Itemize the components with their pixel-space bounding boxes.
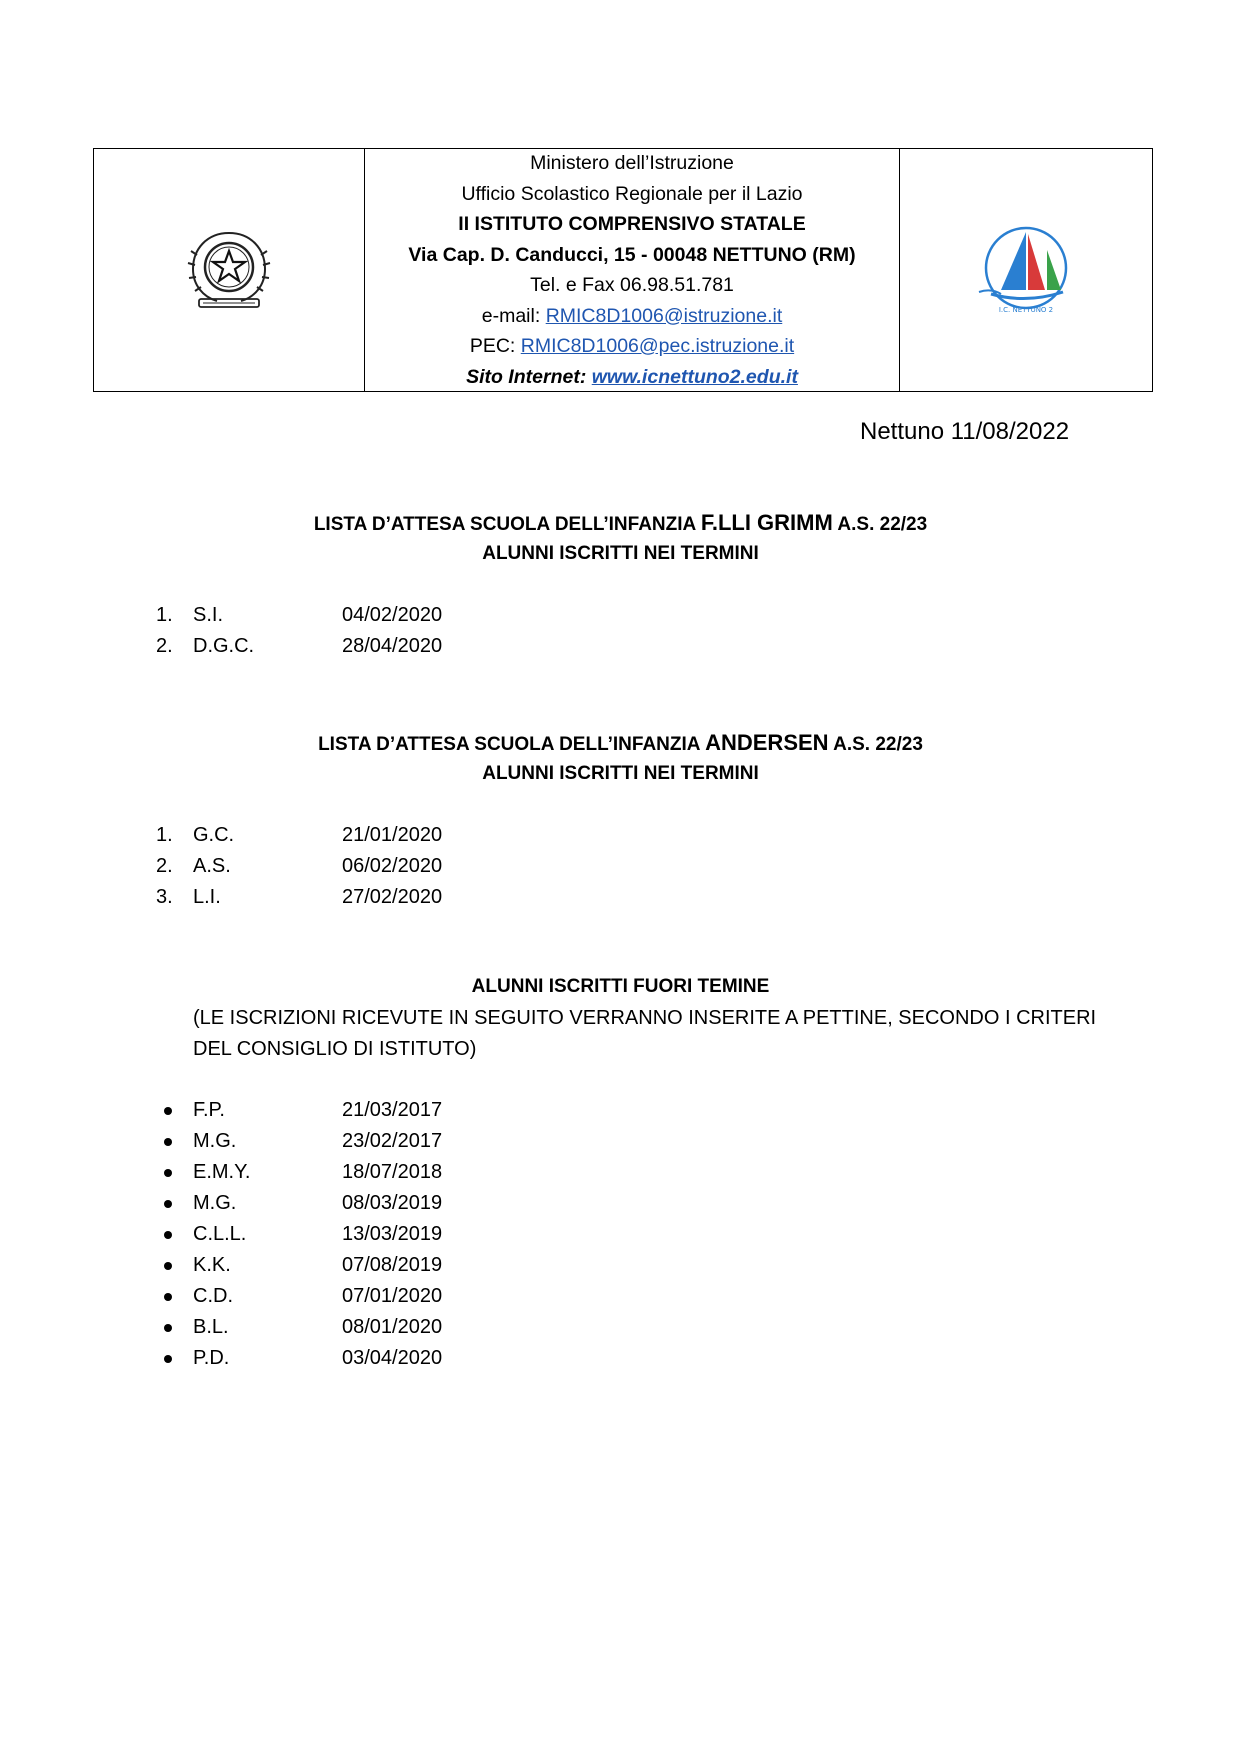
student-date: 06/02/2020 [342, 855, 443, 877]
institute-name: II ISTITUTO COMPRENSIVO STATALE [458, 213, 806, 235]
student-date: 08/01/2020 [342, 1316, 443, 1338]
student-date: 18/07/2018 [342, 1161, 443, 1183]
section2-school: ANDERSEN [705, 730, 829, 755]
student-initials: G.C. [193, 824, 235, 846]
student-initials: B.L. [193, 1316, 229, 1338]
phone-line: Tel. e Fax 06.98.51.781 [530, 274, 734, 296]
list-number: 1. [156, 604, 173, 626]
list-number: 2. [156, 635, 173, 657]
school-logo-cell [900, 149, 1152, 391]
section1-subtitle: ALUNNI ISCRITTI NEI TERMINI [482, 543, 759, 564]
section3-note: (LE ISCRIZIONI RICEVUTE IN SEGUITO VERRANNO INSERITE A PETTINE, SECONDO I CRITERI DEL CONSIGLIO DI ISTITUTO) [193, 1007, 1097, 1060]
student-initials: M.G. [193, 1192, 237, 1214]
sailboat-logo-icon [971, 220, 1081, 320]
email-link[interactable]: RMIC8D1006@istruzione.it [545, 304, 783, 327]
website-label: Sito Internet: [466, 365, 592, 388]
student-date: 04/02/2020 [342, 604, 443, 626]
emblem-cell [94, 149, 365, 391]
italian-emblem-icon [179, 225, 279, 315]
logo-caption: I.C. NETTUNO 2 [998, 306, 1054, 314]
student-date: 27/02/2020 [342, 886, 443, 908]
website-link[interactable]: www.icnettuno2.edu.it [591, 365, 798, 388]
student-initials: E.M.Y. [193, 1161, 251, 1183]
student-initials: C.L.L. [193, 1223, 247, 1245]
student-date: 07/01/2020 [342, 1285, 443, 1307]
letterhead-table [93, 148, 1153, 392]
regional-office-line: Ufficio Scolastico Regionale per il Lazio [461, 182, 803, 205]
student-initials: C.D. [193, 1285, 233, 1307]
student-initials: K.K. [193, 1254, 231, 1276]
student-initials: F.P. [193, 1099, 225, 1121]
section2-subtitle: ALUNNI ISCRITTI NEI TERMINI [482, 763, 759, 784]
pec-line [470, 331, 794, 362]
student-initials: M.G. [193, 1130, 237, 1152]
student-date: 08/03/2019 [342, 1192, 443, 1214]
ministry-line: Ministero dell’Istruzione [530, 152, 734, 174]
student-date: 13/03/2019 [342, 1223, 443, 1245]
list-number: 2. [156, 855, 173, 877]
student-initials: D.G.C. [193, 635, 255, 657]
student-date: 03/04/2020 [342, 1347, 443, 1369]
list-number: 1. [156, 824, 173, 846]
student-initials: L.I. [193, 886, 221, 908]
section2-title: LISTA D’ATTESA SCUOLA DELL’INFANZIA ANDERSEN A.S. 22/23 [318, 730, 923, 755]
student-initials: P.D. [193, 1347, 230, 1369]
section1-school: F.LLI GRIMM [700, 510, 833, 535]
document-date: Nettuno 11/08/2022 [860, 418, 1070, 445]
institution-info [365, 149, 900, 391]
student-initials: A.S. [193, 855, 231, 877]
email-line [482, 301, 783, 332]
student-date: 21/03/2017 [342, 1099, 443, 1121]
website-line [466, 362, 798, 393]
pec-label: PEC: [469, 335, 521, 357]
student-date: 21/01/2020 [342, 824, 443, 846]
pec-link[interactable]: RMIC8D1006@pec.istruzione.it [520, 335, 795, 357]
address-line: Via Cap. D. Canducci, 15 - 00048 NETTUNO (RM) [408, 243, 856, 266]
section3-title: ALUNNI ISCRITTI FUORI TEMINE [471, 976, 770, 997]
list-number: 3. [156, 886, 173, 908]
section1-title: LISTA D’ATTESA SCUOLA DELL’INFANZIA F.LLI GRIMM A.S. 22/23 [313, 510, 928, 535]
student-date: 23/02/2017 [342, 1130, 443, 1152]
email-label: e-mail: [481, 304, 546, 327]
student-date: 28/04/2020 [342, 635, 443, 657]
student-date: 07/08/2019 [342, 1254, 443, 1276]
student-initials: S.I. [193, 604, 224, 626]
